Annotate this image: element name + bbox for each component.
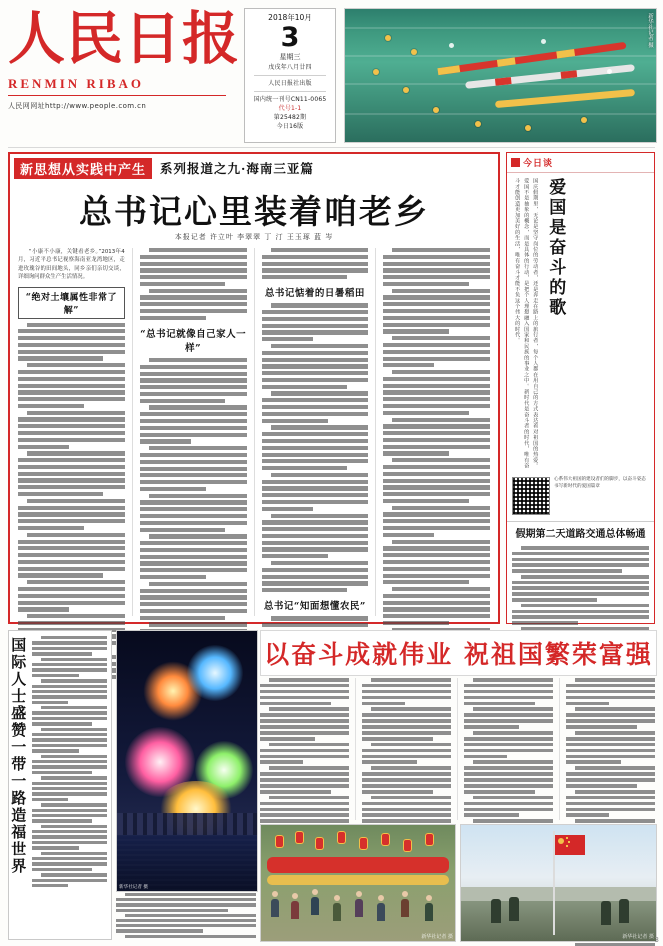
lead-column-2 xyxy=(132,248,247,616)
jinri-tan-headline: 爱国是奋斗的歌 xyxy=(545,178,566,318)
issue-date: 2018年10月 xyxy=(268,13,312,22)
issue-info-box xyxy=(244,8,336,143)
lead-column-1 xyxy=(18,248,125,616)
national-flag xyxy=(555,835,585,855)
belt-road-headline: 国际人士盛赞一带一路造福世界 xyxy=(9,637,28,875)
newspaper-title: 人民日报 xyxy=(8,5,240,72)
qr-code-row xyxy=(507,473,654,519)
qr-code-caption: 心系伟大祖国的建设者们的脚步，以奋斗姿态书写新时代的爱国篇章 xyxy=(554,477,646,489)
series-banner xyxy=(14,158,314,178)
issue-agent: 代号1-1 xyxy=(278,104,302,112)
bottom-feature-headline: 以奋斗成就伟业 祝祖国繁荣富强 xyxy=(264,640,653,669)
issue-license: 国内统一刊号CN11-0065 xyxy=(253,95,327,103)
lead-story-block xyxy=(8,152,500,624)
newspaper-pinyin: RENMIN RIBAO xyxy=(8,76,145,91)
bottom-photo-right-caption: 新华社记者 摄 xyxy=(622,934,654,940)
lead-body-3b xyxy=(262,303,369,592)
issue-weekday: 星期三 xyxy=(279,53,301,62)
jinri-tan-body xyxy=(507,173,654,473)
issue-publisher: 人民日报社出版 xyxy=(268,79,312,87)
issue-lunar: 戊戌年八月廿四 xyxy=(268,63,312,71)
bottom-photo-left-caption: 新华社记者 摄 xyxy=(421,934,453,940)
fireworks-caption: 新华社记者 摄 xyxy=(119,885,149,890)
series-banner-tag: 新思想从实践中产生 xyxy=(14,158,152,179)
city-skyline xyxy=(117,813,257,835)
lead-body-4 xyxy=(383,248,490,659)
belt-road-story xyxy=(8,630,112,940)
lead-story-columns xyxy=(18,248,490,616)
jinri-tan-header xyxy=(507,153,654,173)
bottom-column-2 xyxy=(355,678,451,820)
page-number: 3 xyxy=(654,936,659,944)
belt-road-body xyxy=(28,631,111,939)
bottom-column-1 xyxy=(260,678,349,820)
newspaper-website: 人民网网址http://www.people.com.cn xyxy=(8,102,147,110)
bottom-feature-columns xyxy=(260,678,655,820)
bottom-feature-headline-box xyxy=(260,630,657,676)
logo-divider xyxy=(8,95,226,96)
info-divider-1 xyxy=(254,75,326,76)
issue-day: 3 xyxy=(280,22,300,54)
jinri-tan-sub-headline: 假期第二天道路交通总体畅通 xyxy=(507,521,654,543)
masthead xyxy=(8,6,655,146)
series-banner-subtitle: 系列报道之九·海南三亚篇 xyxy=(160,161,314,176)
info-divider-2 xyxy=(254,91,326,92)
water-reflection xyxy=(117,835,257,891)
top-photo-dragon-boat xyxy=(344,8,657,143)
bottom-photo-flag-raising xyxy=(460,824,657,942)
fireworks-caption-text xyxy=(116,893,256,940)
lead-body-3a xyxy=(262,248,369,279)
bottom-column-4 xyxy=(559,678,655,820)
bottom-photo-lantern-parade xyxy=(260,824,456,942)
bottom-column-3 xyxy=(457,678,553,820)
jinri-tan-label: 今日谈 xyxy=(523,159,554,169)
lead-body-2a xyxy=(140,248,247,320)
top-photo-caption: 新华社记者 摄 xyxy=(647,13,653,48)
jinri-tan-block xyxy=(506,152,655,624)
jinri-tan-text: 国庆假期里，无论是坚守岗位的劳动者，还是奔走在路上的旅行者，每个人都在用自己的方式表达着对祖国的热爱。爱国不是抽象的概念，而是具体的行动，是把个人理想融入国家和民族的事业之中。新时代是奋斗者的时代，唯有奋斗才能创造更加美好的生活，唯有奋斗才能不负这个伟大的时代。 xyxy=(514,178,539,469)
lead-section-heading-1: “绝对土壤属性非常了解” xyxy=(18,287,125,319)
lead-column-3 xyxy=(254,248,369,616)
qr-code-icon[interactable] xyxy=(512,477,550,515)
lead-intro-paragraph: “小康不小康，关键看老乡。”2013年4月，习近平总书记视察海南亚龙湾地区，走进玫瑰谷的田间地头，同乡亲们亲切交谈，详细询问群众生产生活情况。 xyxy=(18,249,125,281)
lead-section-heading-3: 总书记惦着的日暑稻田 xyxy=(264,288,365,300)
newspaper-logo xyxy=(8,5,240,126)
issue-number: 第25482期 xyxy=(273,113,307,121)
lead-section-heading-2: “总书记就像自己家人一样” xyxy=(140,329,247,354)
lead-headline: 总书记心里装着咱老乡 xyxy=(79,192,429,231)
square-bullet-icon xyxy=(511,158,520,167)
issue-pages: 今日16版 xyxy=(276,122,304,130)
masthead-rule xyxy=(8,147,655,148)
lead-byline: 本报记者 许立叶 李翠翠 丁 汀 王玉琢 蓝 岑 xyxy=(174,233,334,241)
fireworks-photo xyxy=(116,630,258,892)
lead-column-4 xyxy=(375,248,490,616)
lead-section-heading-4: 总书记“知面想懂农民” xyxy=(263,601,366,613)
